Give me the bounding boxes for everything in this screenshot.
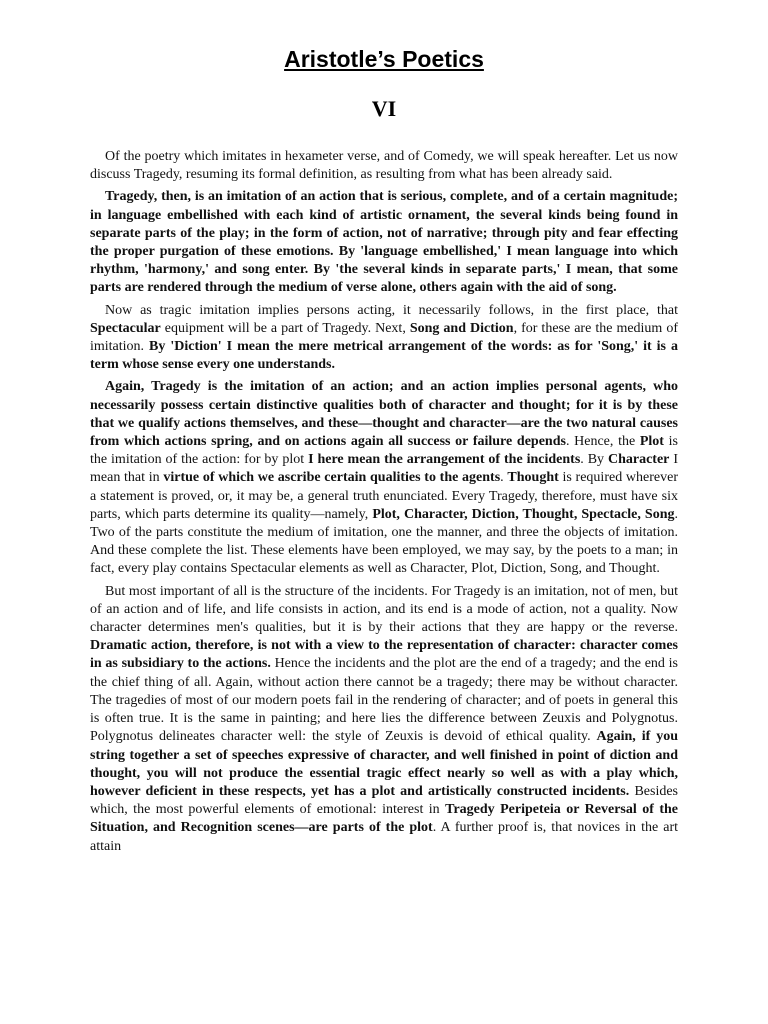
text-run: is required wherever a statement is proved, or, it may be, a general truth enunciated. Every Tragedy, therefore, must have six parts, which parts determine its quality—namely, bbox=[90, 470, 678, 522]
text-run: . A further proof is, that novices in the art attain bbox=[90, 820, 679, 854]
text-run: . Two of the parts constitute the medium of imitation, one the manner, and three the objects of imitation. And these complete the list. These elements have been employed, we may say, by the poets to a man; in fact, every play contains Spectacular elements as well as Character, Plot, Diction, Song, and Thought. bbox=[90, 506, 678, 577]
text-run: Now as tragic imitation implies persons acting, it necessarily follows, in the first place, that bbox=[105, 302, 678, 318]
document-body bbox=[90, 148, 678, 860]
text-run: Of the poetry which imitates in hexameter verse, and of Comedy, we will speak hereafter. Let us now discuss Tragedy, resuming its formal definition, as resulting from what has been already said. bbox=[90, 149, 678, 183]
document-title: Aristotle’s Poetics bbox=[284, 46, 484, 72]
text-run: . bbox=[500, 470, 508, 486]
text-run: Hence the incidents and the plot are the end of a tragedy; and the end is the chief thing of all. Again, without action there cannot be a tragedy; there may be without character. The tragedies of most of our modern poets fail in the rendering of character; and of poets in general this is often true. It is the same in painting; and here lies the difference between Zeuxis and Polygnotus. Polygnotus delineates character well: the style of Zeuxis is devoid of ethical quality. bbox=[90, 656, 678, 745]
text-run: But most important of all is the structure of the incidents. For Tragedy is an imitation, not of men, but of an action and of life, and life consists in action, and its end is a mode of action, not a quality. Now character determines men's qualities, but it is by their actions that they are happy or the reverse. bbox=[90, 583, 678, 636]
emphasized-text: Tragedy Peripeteia or Reversal of the Situation, and Recognition scenes—are parts of the plot bbox=[90, 802, 678, 836]
emphasized-text: Song and Diction bbox=[409, 320, 514, 336]
emphasized-text: Spectacular bbox=[90, 320, 161, 336]
text-run: I mean that in bbox=[90, 452, 678, 486]
emphasized-text: Plot, Character, Diction, Thought, Spectacle, Song bbox=[372, 506, 675, 522]
paragraph bbox=[90, 148, 678, 184]
emphasized-text: Character bbox=[607, 452, 670, 468]
paragraph bbox=[90, 188, 678, 297]
text-run: Besides which, the most powerful elements of emotional: interest in bbox=[90, 783, 678, 818]
text-run: , for these are the medium of imitation. bbox=[90, 320, 678, 355]
emphasized-text: virtue of which we ascribe certain qualities to the agents bbox=[163, 470, 501, 486]
text-run: equipment will be a part of Tragedy. Next, bbox=[160, 320, 410, 336]
emphasized-text: Plot bbox=[639, 434, 664, 450]
chapter-heading: VI bbox=[371, 96, 397, 121]
text-run: . Hence, the bbox=[565, 434, 640, 450]
emphasized-text: By 'Diction' I mean the mere metrical arrangement of the words: as for 'Song,' it is a term whose sense every one understands. bbox=[90, 339, 678, 373]
emphasized-text: Thought bbox=[507, 470, 559, 486]
emphasized-text: Again, Tragedy is the imitation of an action; and an action implies personal agents, who necessarily possess certain distinctive qualities both of character and thought; for it is by these that we qualify actions themselves, and these—thought and character—are the two natural causes from which actions spring, and on actions again all success or failure depends bbox=[90, 379, 678, 450]
emphasized-text: Dramatic action, therefore, is not with a view to the representation of character: character comes in as subsidiary to the actions. bbox=[90, 638, 678, 672]
text-run: . By bbox=[580, 452, 608, 468]
paragraph bbox=[90, 302, 678, 375]
paragraph bbox=[90, 583, 678, 856]
paragraph bbox=[90, 378, 678, 578]
text-run: is the imitation of the action: for by plot bbox=[90, 434, 678, 468]
emphasized-text: Tragedy, then, is an imitation of an action that is serious, complete, and of a certain magnitude; in language embellished with each kind of artistic ornament, the several kinds being found in separate parts of the play; in the form of action, not of narrative; through pity and fear effecting the proper purgation of these emotions. By 'language embellished,' I mean language into which rhythm, 'harmony,' and song enter. By 'the several kinds in separate parts,' I mean, that some parts are rendered through the medium of verse alone, others again with the aid of song. bbox=[90, 189, 678, 296]
emphasized-text: I here mean the arrangement of the incidents bbox=[308, 452, 581, 468]
emphasized-text: Again, if you string together a set of speeches expressive of character, and well finished in point of diction and thought, you will not produce the essential tragic effect nearly so well as with a play which, however deficient in these respects, yet has a plot and artistically constructed incidents. bbox=[90, 729, 678, 799]
